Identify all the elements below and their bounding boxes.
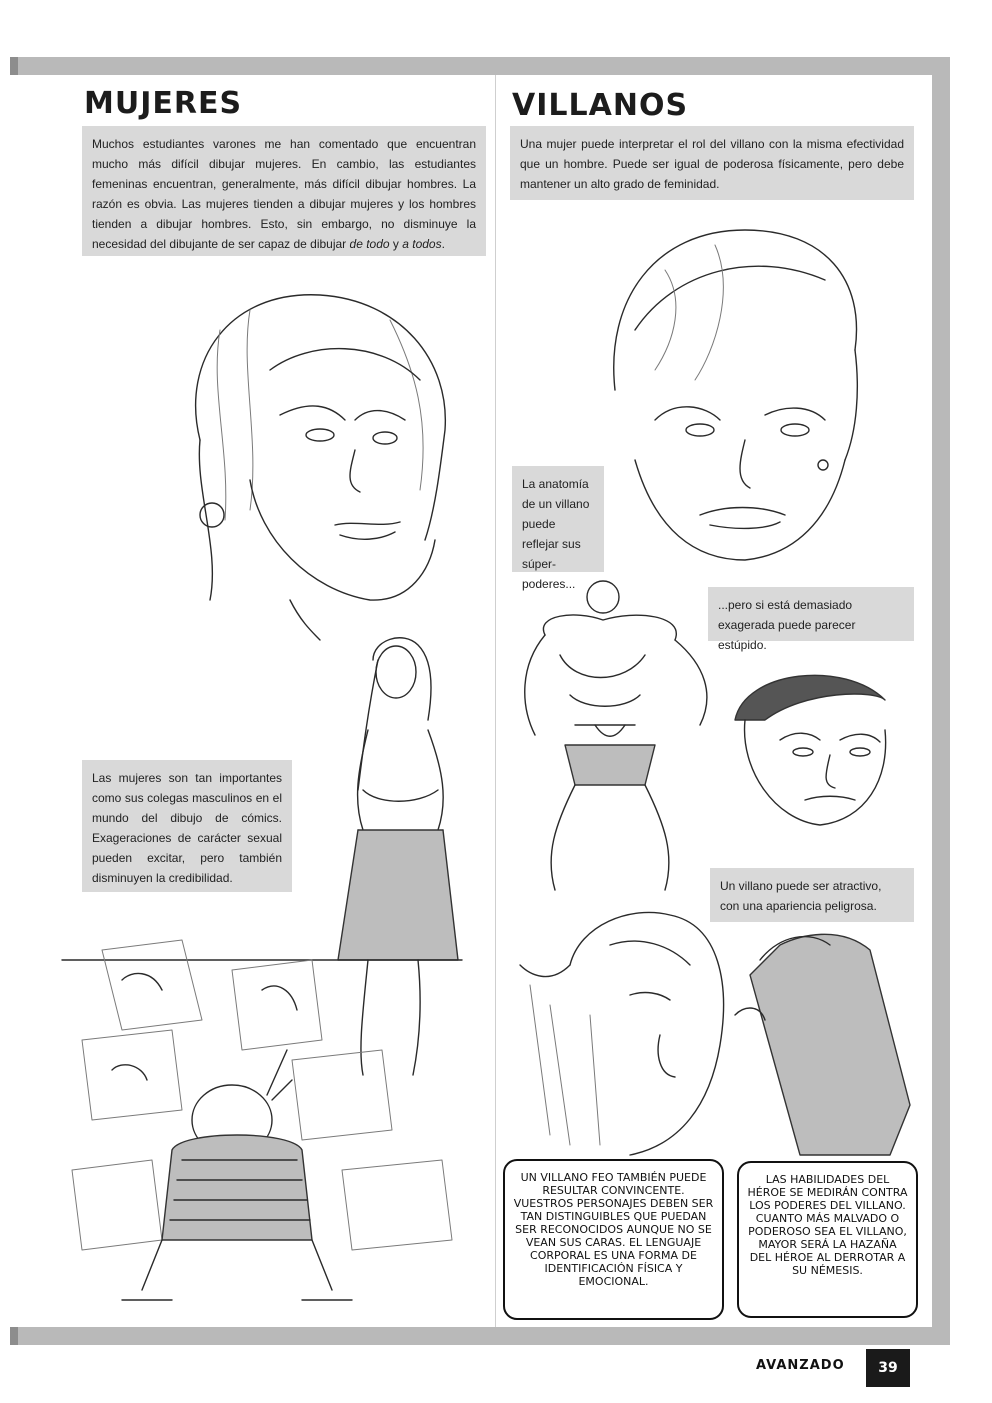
section-title-villanos: VILLANOS xyxy=(512,88,689,123)
intro-text-mujeres: Muchos estudiantes varones me han comentado que encuentran mucho más difícil dibujar mujeres. En cambio, las estudiantes femeninas encuentran, generalmente, más difícil dibujar hombres. La razón es obvia. Las mujeres tienden a dibujar mujeres y los hombres tienden a dibujar hombres. Esto, sin embargo, no disminuye la necesidad del dibujante de ser capaz de dibujar de todo y a todos. xyxy=(82,126,486,256)
column-divider xyxy=(495,75,496,1327)
ugly-villain-and-hero-illustration xyxy=(510,905,930,1155)
page-frame-corner xyxy=(10,57,18,75)
woman-face-illustration xyxy=(140,270,470,640)
page-frame-right xyxy=(932,57,950,1345)
speech-bubble-ugly-villain: UN VILLANO FEO TAMBIÉN PUEDE RESULTAR CONVINCENTE. VUESTROS PERSONAJES DEBEN SER TAN DISTINGUIBLES QUE PUEDAN SER RECONOCIDOS AUNQUE NO SE VEAN SUS CARAS. EL LENGUAJE CORPORAL ES UNA FORMA DE IDENTIFICACIÓN FÍSICA Y EMOCIONAL. xyxy=(503,1159,724,1320)
page-frame-corner xyxy=(10,1327,18,1345)
caption-attractive: Un villano puede ser atractivo, con una apariencia peligrosa. xyxy=(710,868,914,922)
caption-villain-anatomy: La anatomía de un villano puede reflejar sus súper-poderes... xyxy=(512,466,604,572)
muscular-villain-sketch xyxy=(515,575,715,895)
intro-text-villanos: Una mujer puede interpretar el rol del villano con la misma efectividad que un hombre. Puede ser igual de poderosa físicamente, pero debe mantener un alto grado de feminidad. xyxy=(510,126,914,200)
speech-bubble-hero-abilities: LAS HABILIDADES DEL HÉROE SE MEDIRÁN CONTRA LOS PODERES DEL VILLANO. CUANTO MÁS MALVADO O PODEROSO SEA EL VILLANO, MAYOR SERÁ LA HAZAÑA DEL HÉROE AL DERROTAR A SU NÉMESIS. xyxy=(737,1161,918,1318)
page-number: 39 xyxy=(866,1349,910,1387)
page-frame-bottom xyxy=(10,1327,950,1345)
caption-mujeres: Las mujeres son tan importantes como sus colegas masculinos en el mundo del dibujo de cómics. Exageraciones de carácter sexual pueden excitar, pero también disminuyen la credibilidad. xyxy=(82,760,292,892)
page-frame-top xyxy=(10,57,950,75)
section-footer-label: AVANZADO xyxy=(756,1358,845,1373)
attractive-villain-head-sketch xyxy=(725,660,905,830)
female-villain-face-illustration xyxy=(595,210,895,570)
caption-exaggerated: ...pero si está demasiado exagerada puede parecer estúpido. xyxy=(708,587,914,641)
section-title-mujeres: MUJERES xyxy=(84,86,243,121)
artist-drawing-sketch xyxy=(62,940,462,1320)
